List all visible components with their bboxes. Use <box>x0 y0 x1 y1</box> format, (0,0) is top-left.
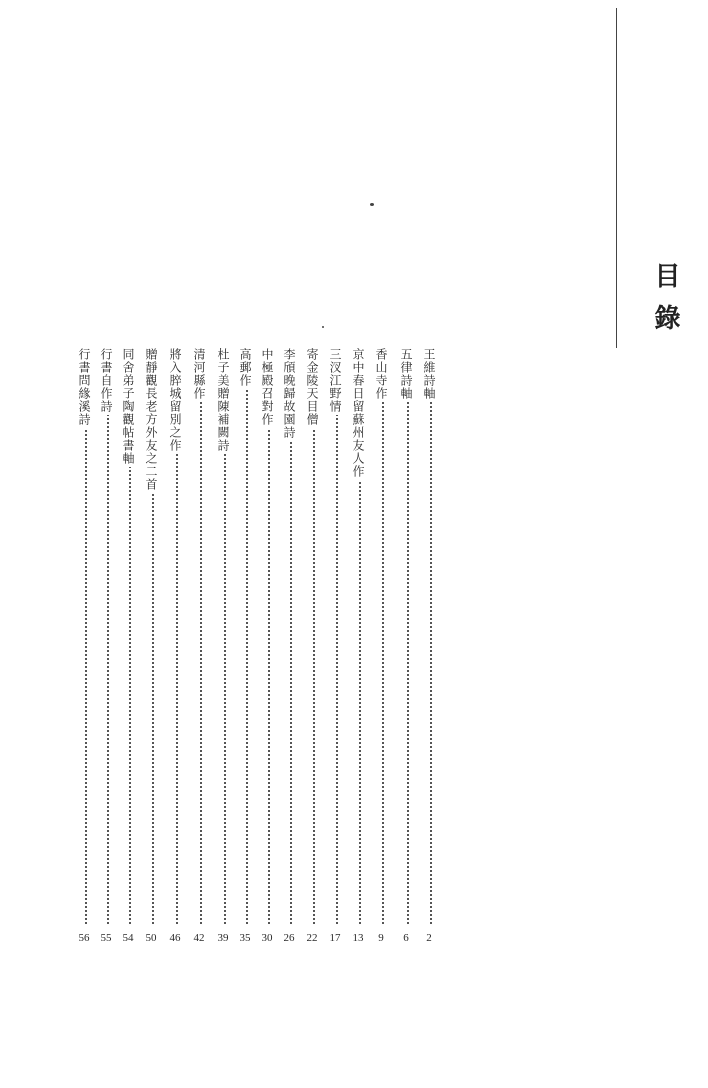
toc-entry-page: 39 <box>217 932 229 944</box>
toc-entry-title: 香山寺作 <box>374 348 388 400</box>
toc-dot-leader <box>200 354 202 924</box>
toc-entry-page: 6 <box>403 932 409 944</box>
toc-entry[interactable] <box>167 348 189 948</box>
toc-entry[interactable] <box>259 348 281 948</box>
toc-entry-page: 46 <box>169 932 181 944</box>
toc-entry[interactable] <box>215 348 237 948</box>
toc-entry-title: 將入脺城留別之作 <box>168 348 182 452</box>
toc-entry[interactable] <box>304 348 326 948</box>
toc-entry[interactable] <box>98 348 120 948</box>
toc-entry[interactable] <box>237 348 259 948</box>
toc-entry-title: 李頎晚歸故園詩 <box>282 348 296 439</box>
toc-entry-title: 行書自作詩 <box>99 348 113 413</box>
toc-entry-title: 三汊江野情 <box>328 348 342 413</box>
toc-entry[interactable] <box>398 348 420 948</box>
toc-entry-page: 2 <box>426 932 432 944</box>
toc-entry-page: 13 <box>352 932 364 944</box>
toc-entry[interactable] <box>373 348 395 948</box>
toc-entry[interactable] <box>327 348 349 948</box>
toc-dot-leader <box>313 354 315 924</box>
toc-entry-title: 行書問緣溪詩 <box>77 348 91 426</box>
table-of-contents <box>0 348 708 948</box>
toc-entry-page: 56 <box>78 932 90 944</box>
toc-entry-title: 寄金陵天目僧 <box>305 348 319 426</box>
toc-entry-page: 22 <box>306 932 318 944</box>
toc-dot-leader <box>246 354 248 924</box>
toc-entry[interactable] <box>120 348 142 948</box>
toc-entry[interactable] <box>350 348 372 948</box>
toc-entry-title: 王維詩軸 <box>422 348 436 400</box>
toc-entry[interactable] <box>281 348 303 948</box>
toc-entry-title: 高郵作 <box>238 348 252 387</box>
toc-entry-title: 同舍弟子陶觀帖書軸 <box>121 348 135 465</box>
toc-dot-leader <box>268 354 270 924</box>
toc-entry-page: 17 <box>329 932 341 944</box>
toc-entry-page: 9 <box>378 932 384 944</box>
toc-dot-leader <box>336 354 338 924</box>
toc-dot-leader <box>382 354 384 924</box>
toc-entry-page: 54 <box>122 932 134 944</box>
toc-entry-page: 26 <box>283 932 295 944</box>
toc-entry-page: 50 <box>145 932 157 944</box>
toc-entry-page: 55 <box>100 932 112 944</box>
toc-entry-title: 五律詩軸 <box>399 348 413 400</box>
toc-dot-leader <box>107 354 109 924</box>
toc-entry-page: 30 <box>261 932 273 944</box>
toc-entry-title: 杜子美贈陳補闕詩 <box>216 348 230 452</box>
toc-entry-title: 贈靜觀長老方外友之二首 <box>144 348 158 491</box>
toc-entry[interactable] <box>191 348 213 948</box>
toc-entry[interactable] <box>421 348 443 948</box>
toc-entry[interactable] <box>143 348 165 948</box>
toc-entry-title: 中極殿召對作 <box>260 348 274 426</box>
header-divider-line <box>616 8 617 348</box>
toc-entry-title: 京中春日留蘇州友人作 <box>351 348 365 478</box>
toc-entry[interactable] <box>76 348 98 948</box>
toc-dot-leader <box>407 354 409 924</box>
section-title: 目錄 <box>650 262 680 346</box>
toc-dot-leader <box>430 354 432 924</box>
toc-entry-page: 35 <box>239 932 251 944</box>
toc-entry-title: 清河縣作 <box>192 348 206 400</box>
toc-dot-leader <box>85 354 87 924</box>
toc-entry-page: 42 <box>193 932 205 944</box>
